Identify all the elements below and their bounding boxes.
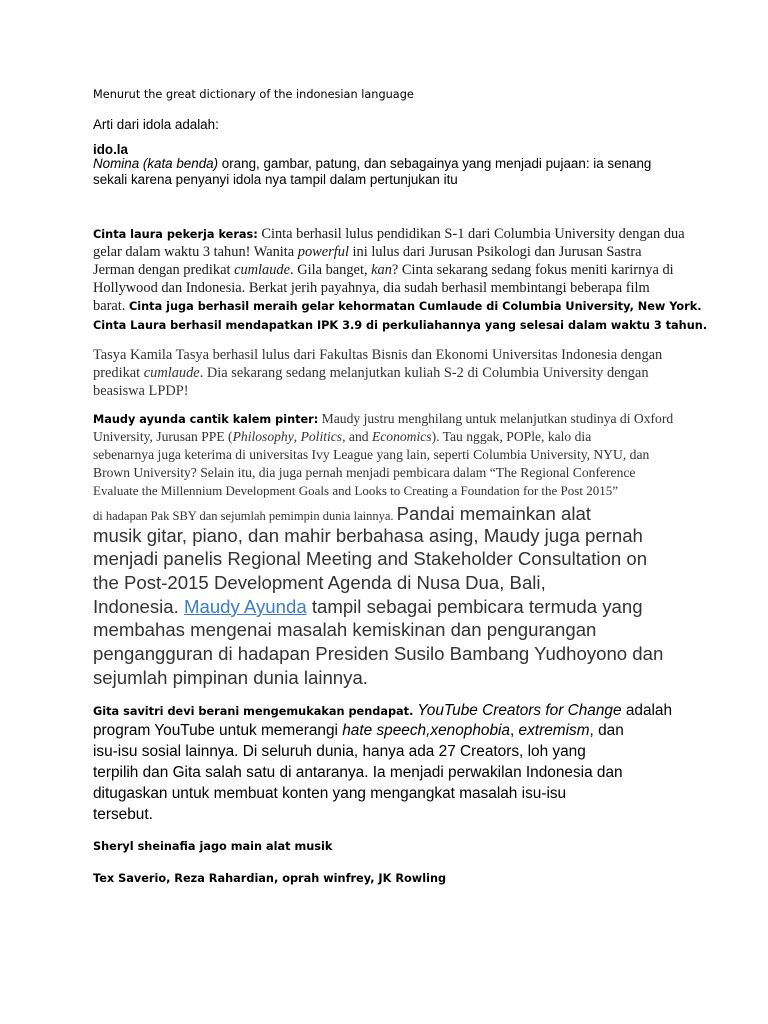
cinta-line-6: Cinta Laura berhasil mendapatkan IPK 3.9 di perkuliahannya yang selesai dalam waktu 3 tahun.	[93, 319, 708, 332]
entry-definition: orang, gambar, patung, dan sebagainya yang menjadi pujaan: ia senang	[218, 156, 652, 171]
gita-line-2: program YouTube untuk memerangi hate speech,xenophobia, extremism, dan	[93, 722, 624, 739]
maudy-big-line-1: musik gitar, piano, dan mahir berbahasa asing, Maudy juga pernah	[93, 525, 643, 546]
gita-label: Gita savitri devi berani mengemukakan pendapat.	[93, 705, 414, 718]
maudy-big-line-3: the Post-2015 Development Agenda di Nusa Dua, Bali,	[93, 572, 546, 593]
others-line: Tex Saverio, Reza Rahardian, oprah winfrey, JK Rowling	[93, 872, 447, 885]
maudy-line-3: sebenarnya juga keterima di universitas Ivy League yang lain, seperti Columbia University, NYU, dan	[93, 447, 650, 462]
gita-line-3: isu-isu sosial lainnya. Di seluruh dunia, hanya ada 27 Creators, loh yang	[93, 743, 586, 760]
maudy-line-4: Brown University? Selain itu, dia juga pernah menjadi pembicara dalam “The Regional Conference	[93, 465, 636, 480]
cinta-line-4: Hollywood dan Indonesia. Berkat jerih payahnya, dia sudah berhasil membintangi beberapa film	[93, 280, 650, 296]
entry-definition-line-1	[93, 156, 651, 171]
gita-line-4: terpilih dan Gita salah satu di antaranya. Ia menjadi perwakilan Indonesia dan	[93, 764, 623, 781]
maudy-big-line-7: sejumlah pimpinan dunia lainnya.	[93, 667, 368, 688]
intro-text: Arti dari idola adalah:	[93, 117, 219, 132]
tasya-line-2: predikat cumlaude. Dia sekarang sedang melanjutkan kuliah S-2 di Columbia University dengan	[93, 365, 649, 381]
entry-definition-line-2: sekali karena penyanyi idola nya tampil dalam pertunjukan itu	[93, 172, 458, 187]
maudy-ayunda-link[interactable]: Maudy Ayunda	[183, 596, 307, 617]
cinta-line-3: Jerman dengan predikat cumlaude. Gila banget, kan? Cinta sekarang sedang fokus meniti karirnya di	[93, 262, 674, 278]
maudy-label: Maudy ayunda cantik kalem pinter:	[93, 413, 319, 426]
cinta-line-5: barat. Cinta juga berhasil meraih gelar kehormatan Cumlaude di Columbia University, New York.	[93, 298, 702, 314]
maudy-big-line-5: membahas mengenai masalah kemiskinan dan pengurangan	[93, 619, 597, 640]
maudy-big-line-2: menjadi panelis Regional Meeting and Stakeholder Consultation on	[93, 548, 648, 569]
maudy-big-line-4: Indonesia. Maudy Ayunda tampil sebagai pembicara termuda yang	[93, 596, 643, 617]
heading: Menurut the great dictionary of the indonesian language	[93, 88, 414, 101]
gita-line-1: Gita savitri devi berani mengemukakan pendapat. YouTube Creators for Change adalah	[93, 702, 673, 719]
maudy-line-1: Maudy ayunda cantik kalem pinter: Maudy justru menghilang untuk melanjutkan studinya di Oxford	[93, 411, 674, 426]
sheryl-line: Sheryl sheinafia jago main alat musik	[93, 840, 333, 853]
cinta-label: Cinta laura pekerja keras:	[93, 228, 258, 241]
maudy-line-5: Evaluate the Millennium Development Goals and Looks to Creating a Foundation for the Post 2015”	[93, 483, 618, 498]
gita-line-6: tersebut.	[93, 806, 153, 823]
maudy-big-line-6: pengangguran di hadapan Presiden Susilo Bambang Yudhoyono dan	[93, 643, 664, 664]
cinta-line-2: gelar dalam waktu 3 tahun! Wanita powerful ini lulus dari Jurusan Psikologi dan Jurusan Sastra	[93, 244, 642, 260]
entry-part-of-speech: Nomina (kata benda)	[93, 156, 219, 171]
entry-word: ido.la	[93, 142, 128, 157]
maudy-line-2: University, Jurusan PPE (Philosophy, Politics, and Economics). Tau nggak, POPle, kalo dia	[93, 429, 592, 444]
tasya-line-1: Tasya Kamila Tasya berhasil lulus dari Fakultas Bisnis dan Ekonomi Universitas Indonesia dengan	[93, 347, 663, 363]
maudy-line-6: di hadapan Pak SBY dan sejumlah pemimpin dunia lainnya. Pandai memainkan alat	[93, 503, 591, 524]
tasya-line-3: beasiswa LPDP!	[93, 383, 189, 399]
cinta-line-1: Cinta laura pekerja keras: Cinta berhasil lulus pendidikan S-1 dari Columbia University dengan dua	[93, 226, 685, 242]
gita-line-5: ditugaskan untuk membuat konten yang mengangkat masalah isu-isu	[93, 785, 567, 802]
